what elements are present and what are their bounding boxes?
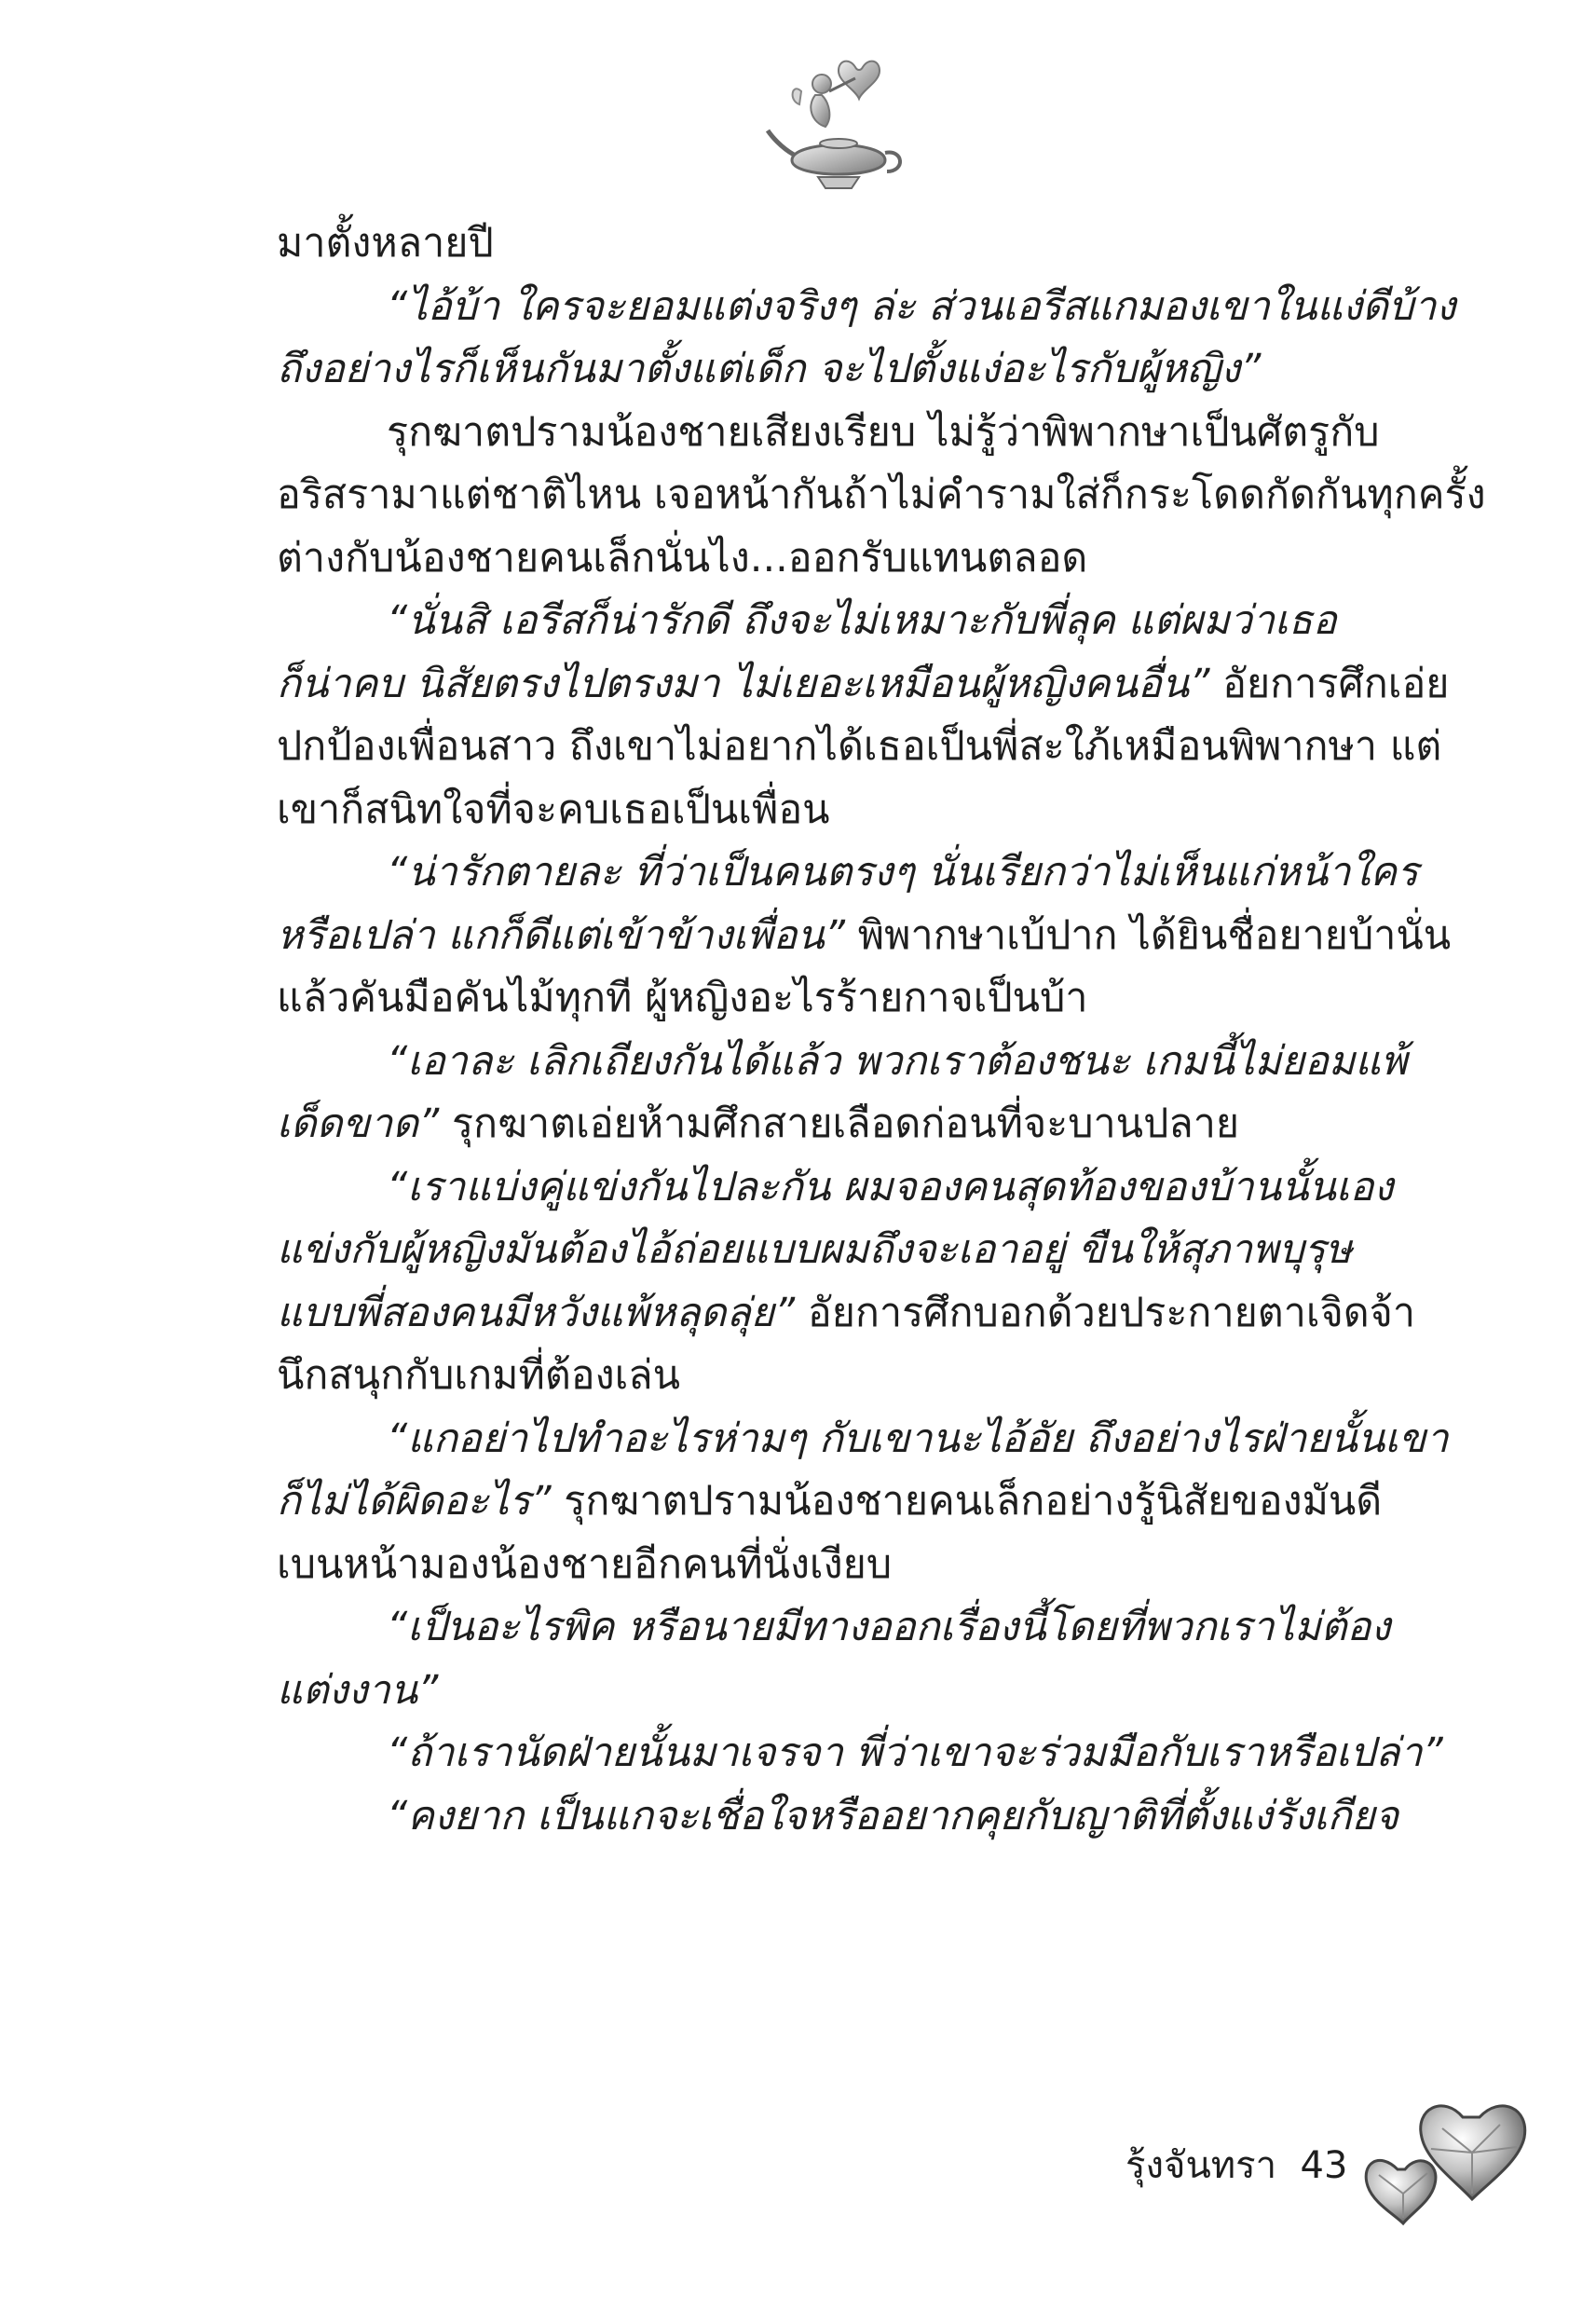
text-line bbox=[277, 338, 1413, 402]
text-segment: อริสรามาแต่ชาติไหน เจอหน้ากันถ้าไม่คำรามใส่ก็กระโดดกัดกันทุกครั้ง bbox=[277, 472, 1486, 518]
text-line bbox=[277, 1031, 1413, 1094]
text-line bbox=[277, 653, 1450, 717]
page-number: 43 bbox=[1300, 2144, 1348, 2187]
text-segment: นึกสนุกกับเกมที่ต้องเล่น bbox=[277, 1352, 681, 1399]
text-segment: เบนหน้ามองน้องชายอีกคนที่นั่งเงียบ bbox=[277, 1540, 893, 1588]
text-segment: หรือเปล่า แกก็ดีแต่เข้าข้างเพื่อน” bbox=[277, 911, 846, 959]
text-segment: ต่างกับน้องชายคนเล็กนั่นไง...ออกรับแทนตลอด bbox=[277, 534, 1088, 581]
text-line bbox=[277, 1156, 1413, 1220]
text-segment: แข่งกับผู้หญิงมันต้องไอ้ถ่อยแบบผมถึงจะเอาอยู่ ขืนให้สุภาพบุรุษ bbox=[277, 1226, 1353, 1273]
text-line bbox=[277, 276, 1456, 339]
text-segment: “คงยาก เป็นแกจะเชื่อใจหรืออยากคุยกับญาติที่ตั้งแง่รังเกียจ bbox=[387, 1792, 1399, 1839]
text-line bbox=[277, 779, 1413, 842]
text-segment: อัยการศึกบอกด้วยประกายตาเจิดจ้า bbox=[795, 1289, 1416, 1336]
text-segment: “เราแบ่งคู่แข่งกันไปละกัน ผมจองคนสุดท้องของบ้านนั้นเอง bbox=[387, 1163, 1394, 1210]
text-segment: พิพากษาเบ้ปาก ได้ยินชื่อยายบ้านั่น bbox=[845, 911, 1452, 959]
text-segment: อัยการศึกเอ่ย bbox=[1209, 660, 1450, 707]
text-segment: “แกอย่าไปทำอะไรห่ามๆ กับเขานะไอ้อัย ถึงอย่างไรฝ่ายนั้นเขา bbox=[387, 1415, 1449, 1462]
text-line bbox=[277, 464, 1486, 527]
text-line bbox=[277, 1534, 1413, 1597]
text-line bbox=[277, 527, 1413, 591]
text-segment: รุกฆาตเอ่ยห้ามศึกสายเลือดก่อนที่จะบานปลาย bbox=[439, 1101, 1240, 1147]
jeweled-hearts-ornament bbox=[1360, 2097, 1528, 2236]
text-line bbox=[277, 1470, 1413, 1534]
text-line bbox=[277, 402, 1413, 465]
text-segment: “เป็นอะไรพิค หรือนายมีทางออกเรื่องนี้โดยที่พวกเราไม่ต้อง bbox=[387, 1604, 1391, 1650]
text-line bbox=[277, 1596, 1413, 1660]
text-segment: แบบพี่สองคนมีหวังแพ้หลุดลุ่ย” bbox=[277, 1289, 796, 1336]
text-line bbox=[277, 967, 1413, 1031]
teapot-cupid-ornament bbox=[764, 56, 913, 196]
text-line bbox=[277, 905, 1452, 968]
text-line bbox=[277, 1408, 1449, 1471]
text-line bbox=[277, 590, 1413, 653]
body-text bbox=[277, 212, 1486, 1848]
text-segment: มาตั้งหลายปี bbox=[277, 220, 494, 267]
text-segment: ก็ไม่ได้ผิดอะไร” bbox=[277, 1478, 552, 1525]
text-line bbox=[277, 1093, 1413, 1156]
text-line bbox=[277, 1219, 1413, 1282]
text-segment: เขาก็สนิทใจที่จะคบเธอเป็นเพื่อน bbox=[277, 786, 830, 833]
text-segment: “น่ารักตายละ ที่ว่าเป็นคนตรงๆ นั่นเรียกว่าไม่เห็นแก่หน้าใคร bbox=[387, 849, 1419, 896]
text-line bbox=[277, 716, 1442, 779]
text-line bbox=[277, 1722, 1443, 1785]
text-segment: แล้วคันมือคันไม้ทุกที ผู้หญิงอะไรร้ายกาจเป็นบ้า bbox=[277, 975, 1088, 1021]
text-segment: รุกฆาตปรามน้องชายคนเล็กอย่างรู้นิสัยของมันดี bbox=[551, 1478, 1383, 1525]
text-segment: รุกฆาตปรามน้องชายเสียงเรียบ ไม่รู้ว่าพิพากษาเป็นศัตรูกับ bbox=[387, 408, 1380, 456]
text-segment: “นั่นสิ เอรีสก็น่ารักดี ถึงจะไม่เหมาะกับพี่ลุค แต่ผมว่าเธอ bbox=[387, 597, 1337, 644]
text-segment: ปกป้องเพื่อนสาว ถึงเขาไม่อยากได้เธอเป็นพี่สะใภ้เหมือนพิพากษา แต่ bbox=[277, 723, 1442, 770]
book-title: รุ้งจันทรา bbox=[1125, 2144, 1277, 2187]
page-footer bbox=[1125, 2143, 1347, 2188]
text-segment: แต่งงาน” bbox=[277, 1666, 439, 1714]
text-segment: ถึงอย่างไรก็เห็นกันมาตั้งแต่เด็ก จะไปตั้งแง่อะไรกับผู้หญิง” bbox=[277, 346, 1262, 392]
text-segment: “ถ้าเรานัดฝ่ายนั้นมาเจรจา พี่ว่าเขาจะร่วมมือกับเราหรือเปล่า” bbox=[387, 1730, 1443, 1776]
text-line bbox=[277, 1660, 1413, 1723]
text-line bbox=[277, 1282, 1416, 1346]
text-line bbox=[277, 212, 1413, 276]
text-line bbox=[277, 1345, 1413, 1408]
text-segment: เด็ดขาด” bbox=[277, 1101, 440, 1147]
text-line bbox=[277, 1785, 1413, 1849]
text-segment: “ไอ้บ้า ใครจะยอมแต่งจริงๆ ล่ะ ส่วนเอรีสแกมองเขาในแง่ดีบ้าง bbox=[387, 282, 1456, 330]
text-segment: “เอาละ เลิกเถียงกันได้แล้ว พวกเราต้องชนะ เกมนี้ไม่ยอมแพ้ bbox=[387, 1037, 1408, 1085]
text-line bbox=[277, 841, 1419, 905]
text-segment: ก็น่าคบ นิสัยตรงไปตรงมา ไม่เยอะเหมือนผู้หญิงคนอื่น” bbox=[277, 660, 1210, 707]
